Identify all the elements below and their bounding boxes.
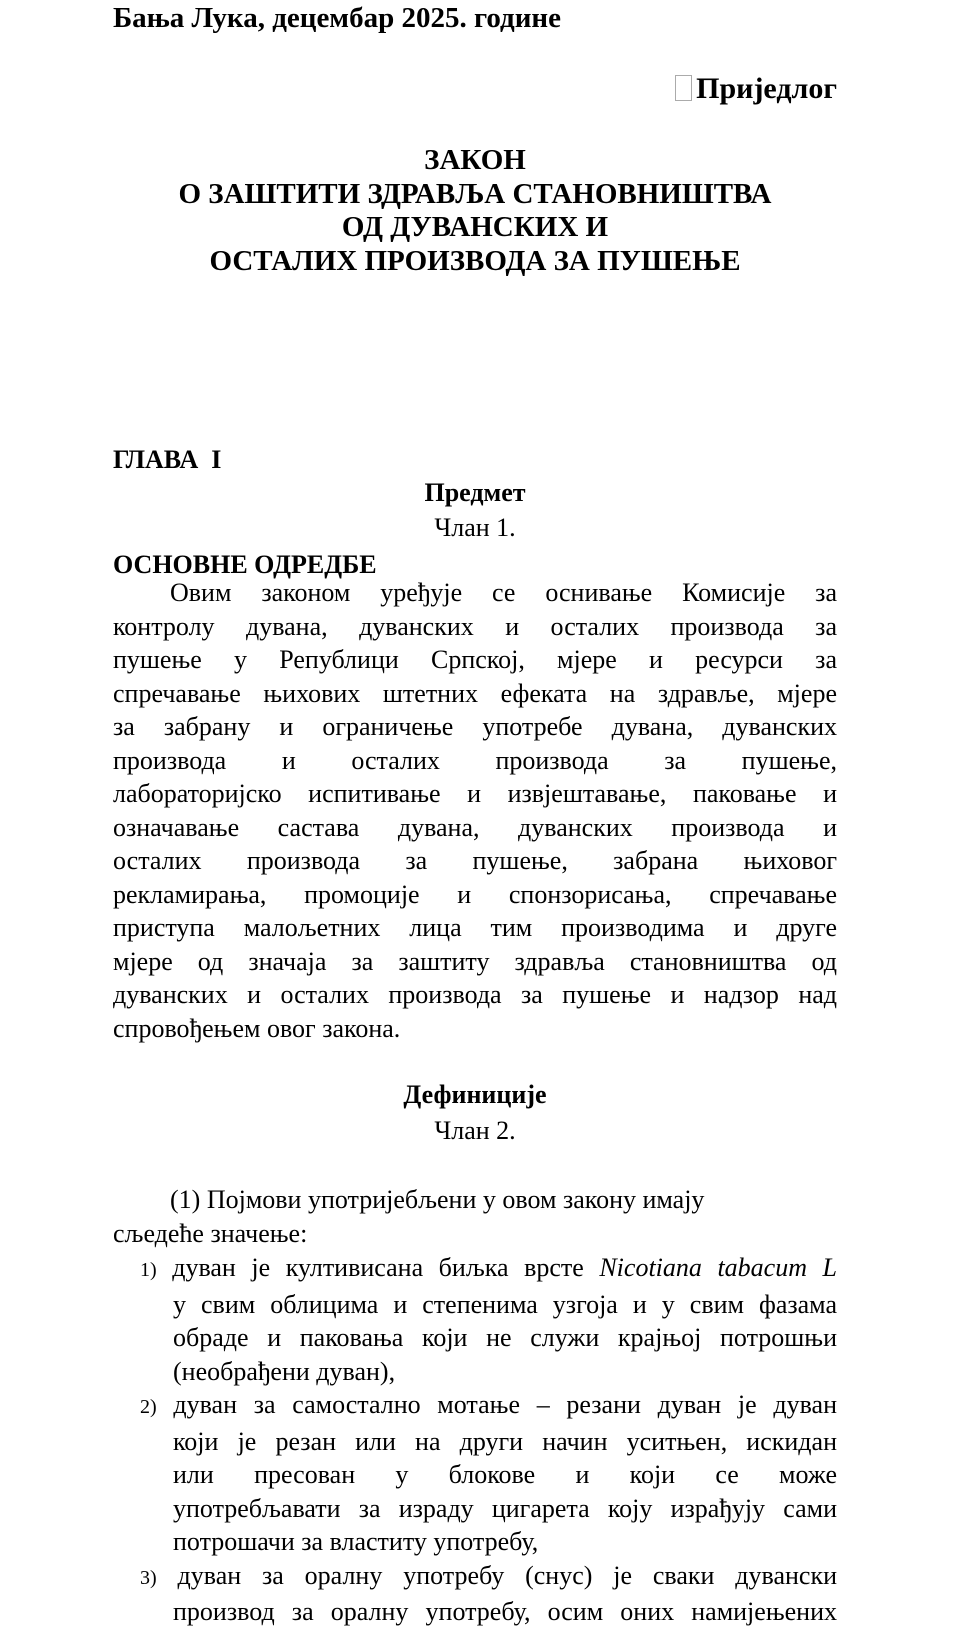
text-line: ОСТАЛИХ ПРОИЗВОДА ЗА ПУШЕЊЕ <box>209 244 741 277</box>
text-line: дуванских и осталих производа за пушење и надзор над <box>113 980 837 1009</box>
text-line: у свим облицима и степенима узгоја и у свим фазама <box>173 1289 837 1319</box>
section-heading-predmet <box>113 475 837 545</box>
text-line: Овим законом уређује се оснивање Комисије за <box>170 578 837 607</box>
text-line: пушење у Републици Српској, мјере и ресурси за <box>113 645 837 674</box>
text-line: потрошачи за властиту употребу, <box>173 1527 539 1556</box>
proposal-label: Приједлог <box>696 72 837 105</box>
chapter-title: ОСНОВНЕ ОДРЕДБЕ <box>113 550 377 579</box>
article-2-intro <box>113 1183 837 1250</box>
text-line: О ЗАШТИТИ ЗДРАВЉА СТАНОВНИШТВА <box>178 177 772 210</box>
text-line: производа и осталих производа за пушење, <box>113 745 837 775</box>
proposal-line <box>113 70 837 108</box>
list-number: 3) <box>140 1566 157 1589</box>
text-line: означавање састава дувана, дуванских производа и <box>113 812 837 842</box>
text-line: или пресован у блокове и који се може <box>173 1460 837 1489</box>
section-heading-definicije <box>113 1077 837 1149</box>
text-line: лабораторијско испитивање и извјештавање, паковање и <box>113 779 837 808</box>
text-line: (1) Појмови употријебљени у овом закону имају <box>170 1185 705 1214</box>
text-line: мјере од значаја за заштиту здравља становништва од <box>113 946 837 976</box>
article-number: Члан 1. <box>434 513 516 542</box>
list-number: 1) <box>140 1259 157 1281</box>
article-1-body <box>113 576 837 1045</box>
text-line: приступа малољетних лица тим производима и друге <box>113 913 837 942</box>
list-number: 2) <box>140 1396 157 1418</box>
missing-glyph-box-icon <box>675 75 692 101</box>
law-title <box>113 144 837 278</box>
text-line: употребљавати за израду цигарета коју израђују сами <box>173 1493 837 1523</box>
section-title: Предмет <box>424 478 526 507</box>
chapter-number: ГЛАВА I <box>113 445 222 474</box>
text-line: контролу дувана, дуванских и осталих производа за <box>113 611 837 641</box>
text-line: 3) дуван за оралну употребу (снус) је сваки дувански <box>140 1560 837 1590</box>
text-line: сљедеће значење: <box>113 1218 308 1248</box>
text-line: ЗАКОН <box>424 144 526 176</box>
text-line: производ за оралну употребу, осим оних намијењених <box>173 1597 837 1626</box>
text-line: рекламирања, промоције и спонзорисања, спречавање <box>113 879 837 909</box>
text-line: који је резан или на други начин уситњен, искидан <box>173 1426 837 1456</box>
text-line: (необрађени дуван), <box>173 1356 396 1386</box>
text-line: осталих производа за пушење, забрана њиховог <box>113 846 837 875</box>
text-line: обраде и паковања који не служи крајњој потрошњи <box>173 1323 837 1352</box>
text-line: ОД ДУВАНСКИХ И <box>341 211 609 243</box>
text-line: за забрану и ограничење употребе дувана, дуванских <box>113 712 837 741</box>
date-place-line: Бања Лука, децембар 2025. године <box>113 2 562 34</box>
article-number: Члан 2. <box>434 1116 516 1145</box>
definitions-list <box>113 1251 837 1629</box>
text-line: 2) дуван за самостално мотање – резани дуван је дуван <box>140 1390 838 1419</box>
text-line: 1) дуван је култивисана биљка врсте Nicotiana tabacum L <box>140 1253 838 1282</box>
section-title: Дефиниције <box>403 1080 547 1109</box>
text-line: спровођењем овог закона. <box>113 1013 401 1043</box>
text-line: спречавање њихових штетних ефеката на здравље, мјере <box>113 678 837 708</box>
